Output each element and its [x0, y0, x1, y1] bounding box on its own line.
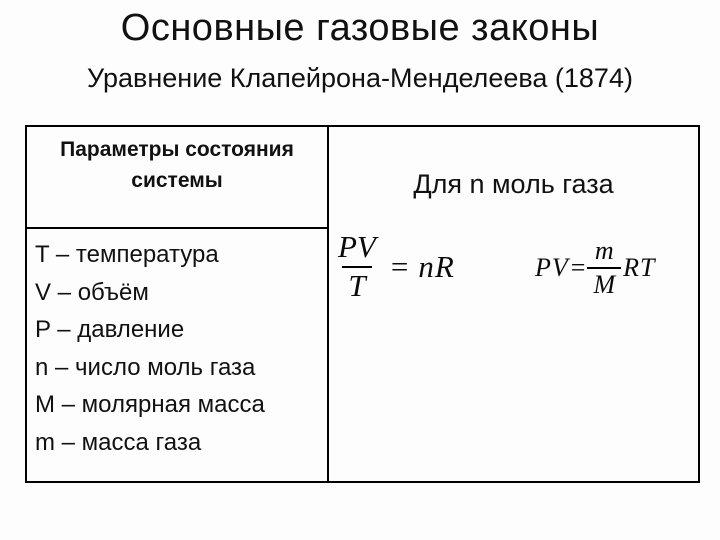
fraction-numerator: PV — [338, 229, 376, 264]
formula-mendeleev — [535, 237, 655, 298]
formula-rhs-nr: nR — [418, 248, 455, 284]
parameter-item-moles: n – число моль газа — [35, 353, 256, 381]
formula-lhs-pv: PV — [535, 252, 569, 282]
fraction-pv-over-t — [332, 231, 382, 303]
fraction-denominator: T — [342, 266, 371, 303]
parameter-item-pressure: P – давление — [35, 316, 185, 343]
parameters-list — [27, 229, 327, 481]
formulas-header: Для n моль газа — [413, 169, 614, 199]
formula-rhs-rt: RT — [623, 252, 656, 282]
fraction-m-over-M — [587, 237, 621, 298]
parameter-item-volume: V – объём — [35, 278, 149, 306]
equals-sign: = — [570, 252, 586, 282]
slide-title: Основные газовые законы — [120, 7, 600, 49]
formula-clapeyron — [332, 231, 455, 303]
equals-sign: = — [390, 248, 409, 284]
slide-subtitle: Уравнение Клапейрона-Менделеева (1874) — [87, 63, 633, 93]
fraction-numerator: m — [594, 236, 614, 265]
parameter-item-molar-mass: M – молярная масса — [35, 391, 265, 418]
gas-law-table — [25, 125, 700, 483]
fraction-denominator: M — [587, 267, 621, 299]
formulas-column — [329, 127, 698, 481]
parameter-item-gas-mass: m – масса газа — [35, 428, 202, 456]
parameters-header-cell: Параметры состояния системы — [27, 127, 327, 229]
parameters-column — [27, 127, 329, 481]
parameter-item-temperature: T – температура — [35, 241, 219, 268]
